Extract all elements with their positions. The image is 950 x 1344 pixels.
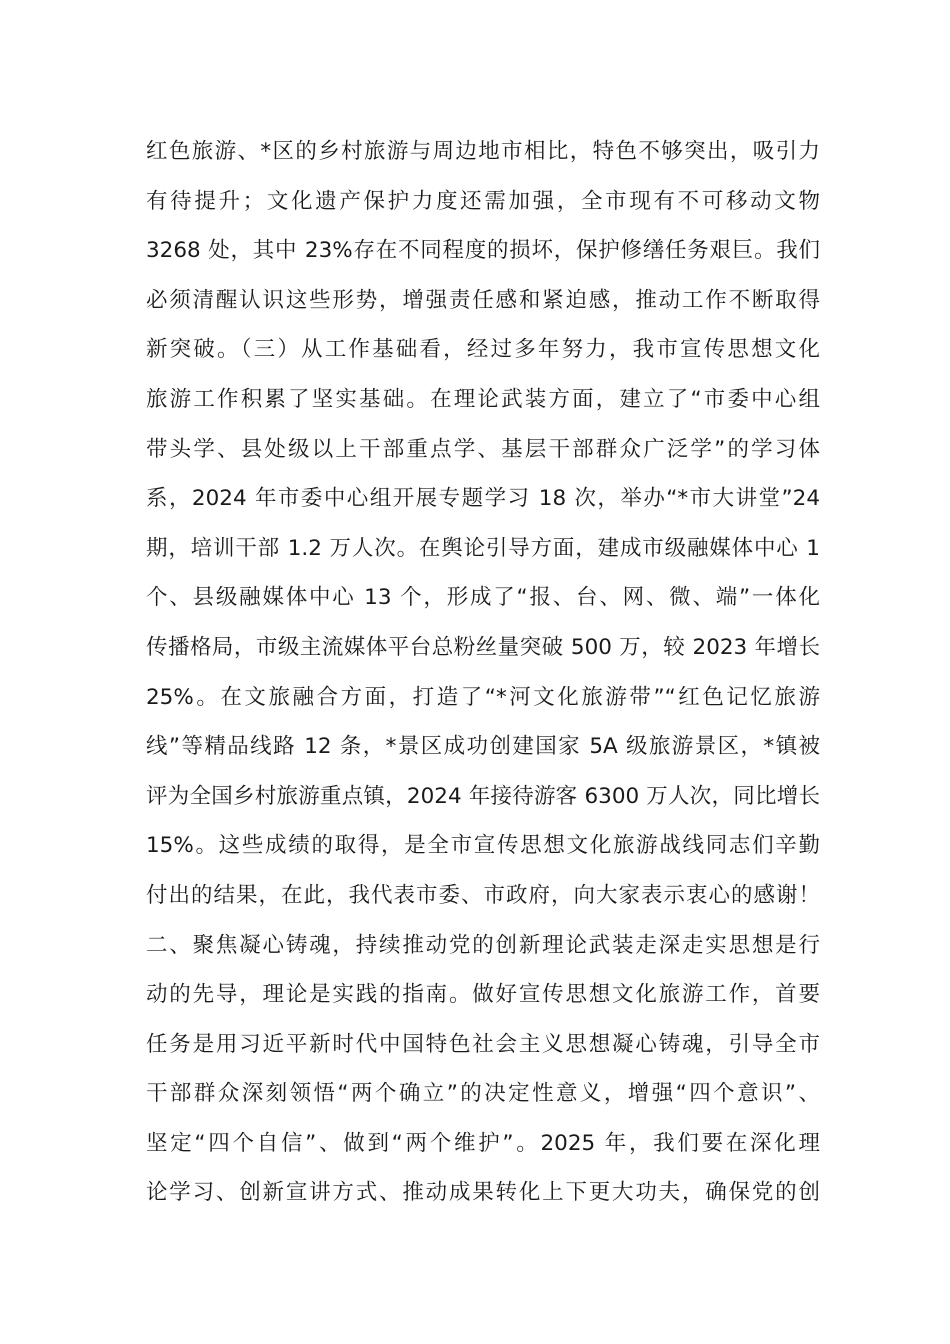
text-line: 期，培训干部 1.2 万人次。在舆论引导方面，建成市级融媒体中心 1 — [146, 535, 820, 561]
body-text — [146, 127, 820, 1218]
text-line: 系，2024 年市委中心组开展专题学习 18 次，举办“*市大讲堂”24 — [146, 486, 820, 512]
text-line: 3268 处，其中 23%存在不同程度的损坏，保护修缮任务艰巨。我们 — [146, 238, 820, 264]
text-line: 个、县级融媒体中心 13 个，形成了“报、台、网、微、端”一体化 — [146, 585, 820, 611]
text-line: 付出的结果，在此，我代表市委、市政府，向大家表示衷心的感谢！ — [146, 882, 820, 908]
text-line: 必须清醒认识这些形势，增强责任感和紧迫感，推动工作不断取得 — [146, 287, 820, 313]
text-line: 任务是用习近平新时代中国特色社会主义思想凝心铸魂，引导全市 — [146, 1031, 820, 1057]
text-line: 坚定“四个自信”、做到“两个维护”。2025 年，我们要在深化理 — [146, 1130, 820, 1156]
text-line: 动的先导，理论是实践的指南。做好宣传思想文化旅游工作，首要 — [146, 982, 820, 1008]
text-line: 线”等精品线路 12 条，*景区成功创建国家 5A 级旅游景区，*镇被 — [146, 734, 820, 760]
text-line: 红色旅游、*区的乡村旅游与周边地市相比，特色不够突出，吸引力 — [146, 139, 820, 164]
text-line: 评为全国乡村旅游重点镇，2024 年接待游客 6300 万人次，同比增长 — [146, 783, 820, 809]
text-line: 干部群众深刻领悟“两个确立”的决定性意义，增强“四个意识”、 — [146, 1081, 820, 1107]
text-line: 有待提升；文化遗产保护力度还需加强，全市现有不可移动文物 — [146, 188, 820, 214]
text-line: 25%。在文旅融合方面，打造了“*河文化旅游带”“红色记忆旅游 — [146, 684, 820, 710]
text-line: 传播格局，市级主流媒体平台总粉丝量突破 500 万，较 2023 年增长 — [146, 634, 820, 660]
section-heading-line: 二、聚焦凝心铸魂，持续推动党的创新理论武装走深走实思想是行 — [146, 932, 820, 958]
text-line: 15%。这些成绩的取得，是全市宣传思想文化旅游战线同志们辛勤 — [146, 833, 820, 859]
text-line: 带头学、县处级以上干部重点学、基层干部群众广泛学”的学习体 — [146, 436, 820, 462]
text-line: 旅游工作积累了坚实基础。在理论武装方面，建立了“市委中心组 — [146, 386, 820, 412]
text-line: 新突破。（三）从工作基础看，经过多年努力，我市宣传思想文化 — [146, 337, 820, 363]
text-line: 论学习、创新宣讲方式、推动成果转化上下更大功夫，确保党的创 — [146, 1180, 820, 1206]
